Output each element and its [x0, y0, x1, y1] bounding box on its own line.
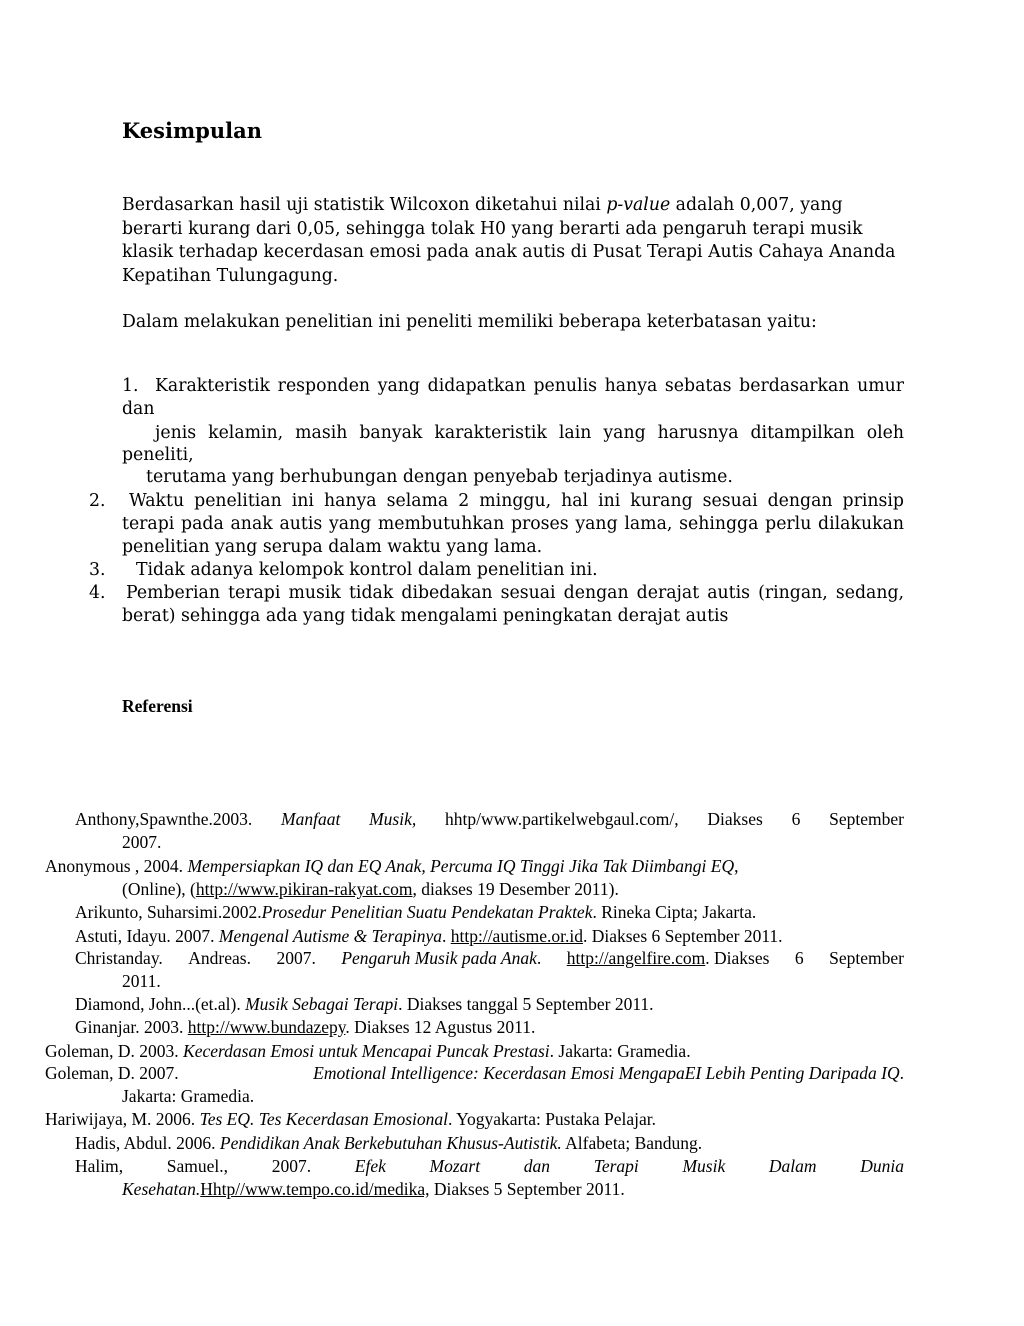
list-item-3-line-1: Tidak adanya kelompok kontrol dalam penelitian ini. [136, 560, 598, 580]
list-item-2-line-1: Waktu penelitian ini hanya selama 2 minggu, hal ini kurang sesuai dengan prinsip [129, 491, 904, 511]
reference-7: Ginanjar. 2003. http://www.bundazepy. Diakses 12 Agustus 2011. [75, 1017, 536, 1037]
reference-2-line-2: (Online), (http://www.pikiran-rakyat.com, diakses 19 Desember 2011). [122, 879, 619, 899]
reference-6: Diamond, John...(et.al). Musik Sebagai Terapi. Diakses tanggal 5 September 2011. [75, 994, 654, 1014]
reference-2-link[interactable]: http://www.pikiran-rakyat.com [195, 879, 413, 899]
list-number-3: 3. [89, 560, 106, 580]
reference-8: Goleman, D. 2003. Kecerdasan Emosi untuk Mencapai Puncak Prestasi. Jakarta: Gramedia. [45, 1041, 691, 1061]
reference-5-link[interactable]: http://angelfire.com [566, 948, 706, 968]
section-title: Kesimpulan [122, 118, 262, 143]
reference-10: Hariwijaya, M. 2006. Tes EQ. Tes Kecerdasan Emosional. Yogyakarta: Pustaka Pelajar. [45, 1109, 657, 1129]
reference-1-line-2: 2007. [122, 832, 162, 852]
conclusion-line-4: Kepatihan Tulungagung. [122, 266, 339, 286]
list-number-4: 4. [89, 583, 106, 603]
list-item-2-line-2: terapi pada anak autis yang membutuhkan proses yang lama, sehingga perlu dilakukan [122, 514, 904, 534]
references-heading: Referensi [122, 696, 193, 716]
list-item-4-line-2: berat) sehingga ada yang tidak mengalami peningkatan derajat autis [122, 606, 729, 626]
reference-2-line-1: Anonymous , 2004. Mempersiapkan IQ dan EQ Anak, Percuma IQ Tinggi Jika Tak Diimbangi EQ, [45, 856, 739, 876]
list-item-1-line-2: dan [122, 399, 155, 419]
reference-3: Arikunto, Suharsimi.2002.Prosedur Penelitian Suatu Pendekatan Praktek. Rineka Cipta; Jakarta. [75, 902, 757, 922]
reference-9-line-1: Goleman, D. 2007. Emotional Intelligence: Kecerdasan Emosi MengapaEI Lebih Penting Daripada IQ. [45, 1063, 904, 1083]
reference-5-line-1: Christanday. Andreas. 2007. Pengaruh Musik pada Anak. http://angelfire.com. Diakses 6 September [75, 948, 904, 968]
reference-4-link[interactable]: http://autisme.or.id [450, 926, 583, 946]
reference-12-line-2: Kesehatan.Hhtp//www.tempo.co.id/medika, Diakses 5 September 2011. [122, 1179, 625, 1199]
list-item-4-line-1: Pemberian terapi musik tidak dibedakan sesuai dengan derajat autis (ringan, sedang, [126, 583, 904, 603]
limitations-intro: Dalam melakukan penelitian ini peneliti memiliki beberapa keterbatasan yaitu: [122, 312, 817, 332]
list-number-2: 2. [89, 491, 106, 511]
conclusion-line-3: klasik terhadap kecerdasan emosi pada anak autis di Pusat Terapi Autis Cahaya Ananda [122, 242, 896, 262]
list-item-1-line-4: peneliti, [122, 445, 194, 465]
reference-12-line-1: Halim, Samuel., 2007. Efek Mozart dan Terapi Musik Dalam Dunia [75, 1156, 904, 1176]
reference-5-line-2: 2011. [122, 971, 161, 991]
reference-7-link[interactable]: http://www.bundazepy [187, 1017, 346, 1037]
list-number-1: 1. [122, 376, 139, 396]
conclusion-line-2: berarti kurang dari 0,05, sehingga tolak H0 yang berarti ada pengaruh terapi musik [122, 219, 863, 239]
reference-4: Astuti, Idayu. 2007. Mengenal Autisme & Terapinya. http://autisme.or.id. Diakses 6 September 2011. [75, 926, 783, 946]
reference-1-line-1: Anthony,Spawnthe.2003. Manfaat Musik, hhtp/www.partikelwebgaul.com/, Diakses 6 September [75, 809, 904, 829]
reference-11: Hadis, Abdul. 2006. Pendidikan Anak Berkebutuhan Khusus-Autistik. Alfabeta; Bandung. [75, 1133, 703, 1153]
list-item-1-line-3: jenis kelamin, masih banyak karakteristik lain yang harusnya ditampilkan oleh [155, 423, 904, 443]
reference-9-line-2: Jakarta: Gramedia. [122, 1086, 255, 1106]
list-item-1-line-1: Karakteristik responden yang didapatkan penulis hanya sebatas berdasarkan umur [155, 376, 904, 396]
reference-12-link[interactable]: Hhtp//www.tempo.co.id/medika, [200, 1179, 430, 1199]
conclusion-line-1: Berdasarkan hasil uji statistik Wilcoxon diketahui nilai p-value adalah 0,007, yang [122, 195, 843, 215]
list-item-2-line-3: penelitian yang serupa dalam waktu yang lama. [122, 537, 543, 557]
list-item-1-line-5: terutama yang berhubungan dengan penyebab terjadinya autisme. [146, 467, 733, 487]
